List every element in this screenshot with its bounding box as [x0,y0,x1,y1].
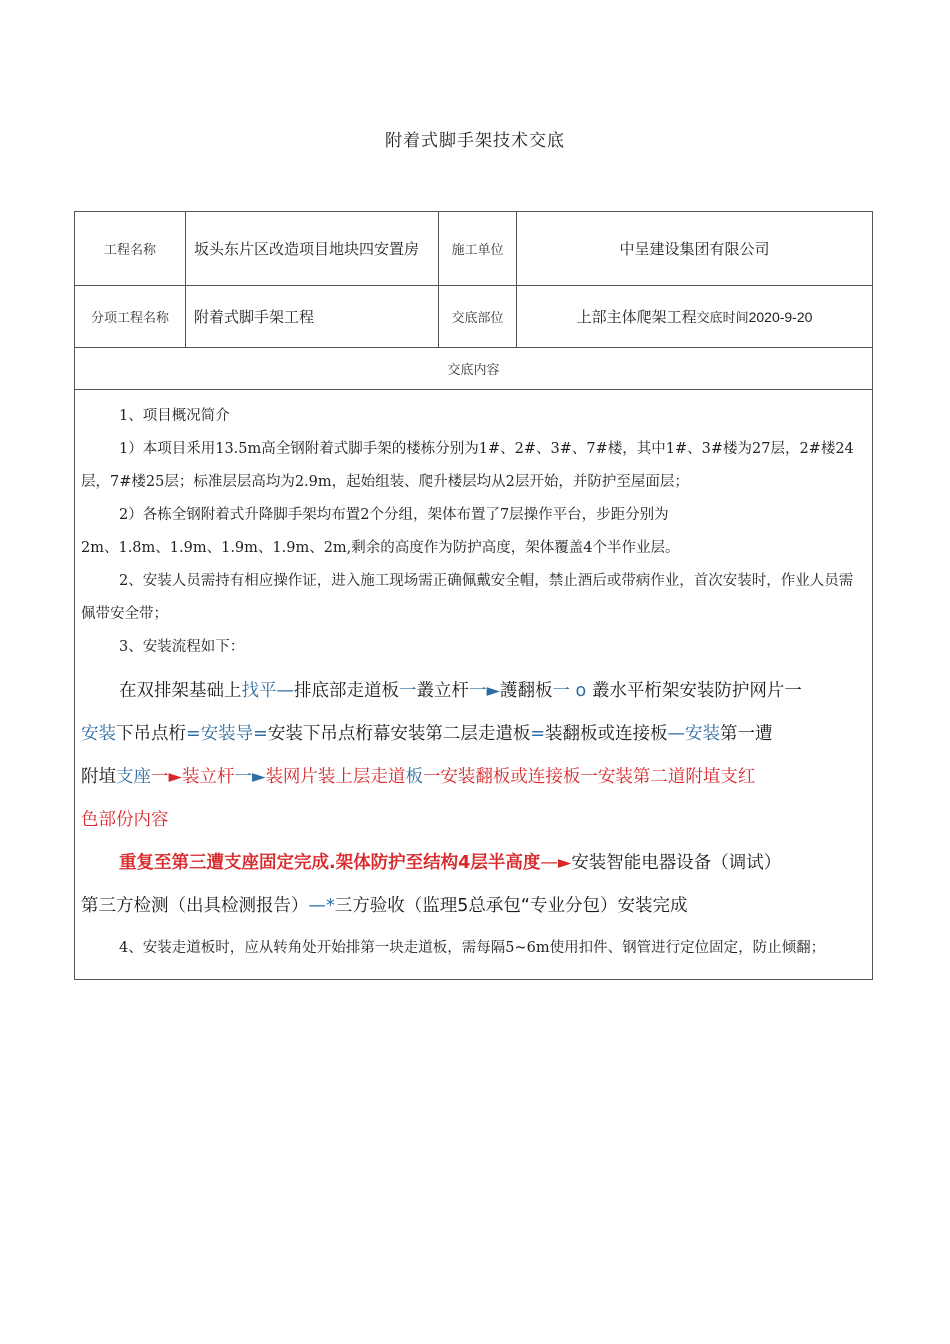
location-time-cell [517,286,873,348]
time-value: 2020-9-20 [748,309,813,325]
time-label: 交底时间 [696,311,749,326]
flow-arrow: 一► [234,767,266,787]
flow-line-5 [81,842,862,885]
project-name-value: 坂头东片区改造项目地块四安置房 [186,212,439,286]
section-3-title: 3、安装流程如下： [119,639,245,655]
flow-arrow: 一 [399,681,417,701]
flow-text: 装立杆 [181,767,235,787]
flow-text: 叢水平桁架安装防护网片一 [586,681,802,701]
flow-text: 叢立杆 [416,681,469,701]
flow-symbol: o [575,681,587,701]
flow-text: 安装下吊点桁幕安装第二层走遣板 [267,724,531,744]
sub-project-label: 分项工程名称 [75,286,186,348]
flow-arrow: 一► [469,681,500,701]
flow-text: 安装智能电器设备（调试） [571,853,782,873]
flow-arrow: —* [308,896,335,916]
flow-text: 支座 [116,767,151,787]
location-label: 交底部位 [439,286,517,348]
flow-line-2 [81,713,862,756]
flow-text: —安装 [667,724,720,744]
flow-text: 附埴 [81,767,116,787]
flow-text: 護翻板 [499,681,553,701]
flow-text: 第三方检测（出具检测报告） [81,896,309,916]
content-header: 交底内容 [75,348,873,390]
flow-text: 第一遭 [720,724,773,744]
flow-text: 板 [405,767,423,787]
flow-arrow: — [276,681,294,701]
content-cell [75,390,873,980]
flow-arrow: —► [540,853,572,873]
flow-text: =安装导= [186,724,268,744]
flow-line-4: 色部份内容 [81,810,169,830]
flow-text: 下吊点桁 [116,724,186,744]
flow-text: 排底部走道板 [294,681,399,701]
contractor-value: 中呈建设集团有限公司 [517,212,873,286]
sub-project-value: 附着式脚手架工程 [186,286,439,348]
flow-text: 找平 [241,681,277,701]
flow-arrow: 一► [151,767,182,787]
location-value: 上部主体爬架工程 [576,308,697,326]
flow-text: 重复至第三遭支座固定完成.架体防护至结构4层半高度 [119,853,541,873]
flow-line-1 [81,670,862,713]
briefing-table [74,211,873,980]
section-1-para-2b: 2m、1.8m、1.9m、1.9m、1.9m、2m,剩余的高度作为防护高度，架体覆盖4个半作业层。 [81,540,680,556]
section-1-para-1: 1）本项目釆用13.5m高全钢附着式脚手架的楼栋分别为1#、2#、3#、7#楼，其中1#、3#楼为27层，2#楼24层，7#楼25层；标准层层高均为2.9m，起始组装、爬升楼层均从2层开始，并防护至屋面层； [81,441,854,490]
flow-text: 安装 [81,724,116,744]
section-4: 4、安装走道板时，应从转角处开始排第一块走道板，需每隔5~6m使用扣件、钢管进行定位固定，防止倾翻； [119,940,826,956]
section-1-para-2a: 2）各栋全钢附着式升降脚手架均布置2个分组，架体布置了7层操作平台，步距分别为 [119,507,669,523]
flow-text: 一安装翻板或连接板一安装第二道附埴支红 [422,767,756,787]
flow-text: 装翻板或连接板 [545,724,668,744]
project-name-label: 工程名称 [75,212,186,286]
flow-arrow: 一 [552,681,576,701]
flow-arrow: = [530,724,545,744]
flow-line-6 [81,885,862,928]
flow-text: 装网片装上层走道 [265,767,406,787]
contractor-label: 施工单位 [439,212,517,286]
section-1-title: 1、项目概况简介 [119,408,230,424]
flow-text: 三方验收（监理5总承包“专业分包）安装完成 [334,896,688,916]
page-title: 附着式脚手架技术交底 [385,131,565,151]
flow-line-3 [81,756,862,799]
flow-text: 在双排架基础上 [119,681,242,701]
section-2: 2、安装人员需持有相应操作证，进入施工现场需正确佩戴安全帽，禁止酒后或带病作业，首次安装时，作业人员需佩带安全带； [81,573,854,622]
